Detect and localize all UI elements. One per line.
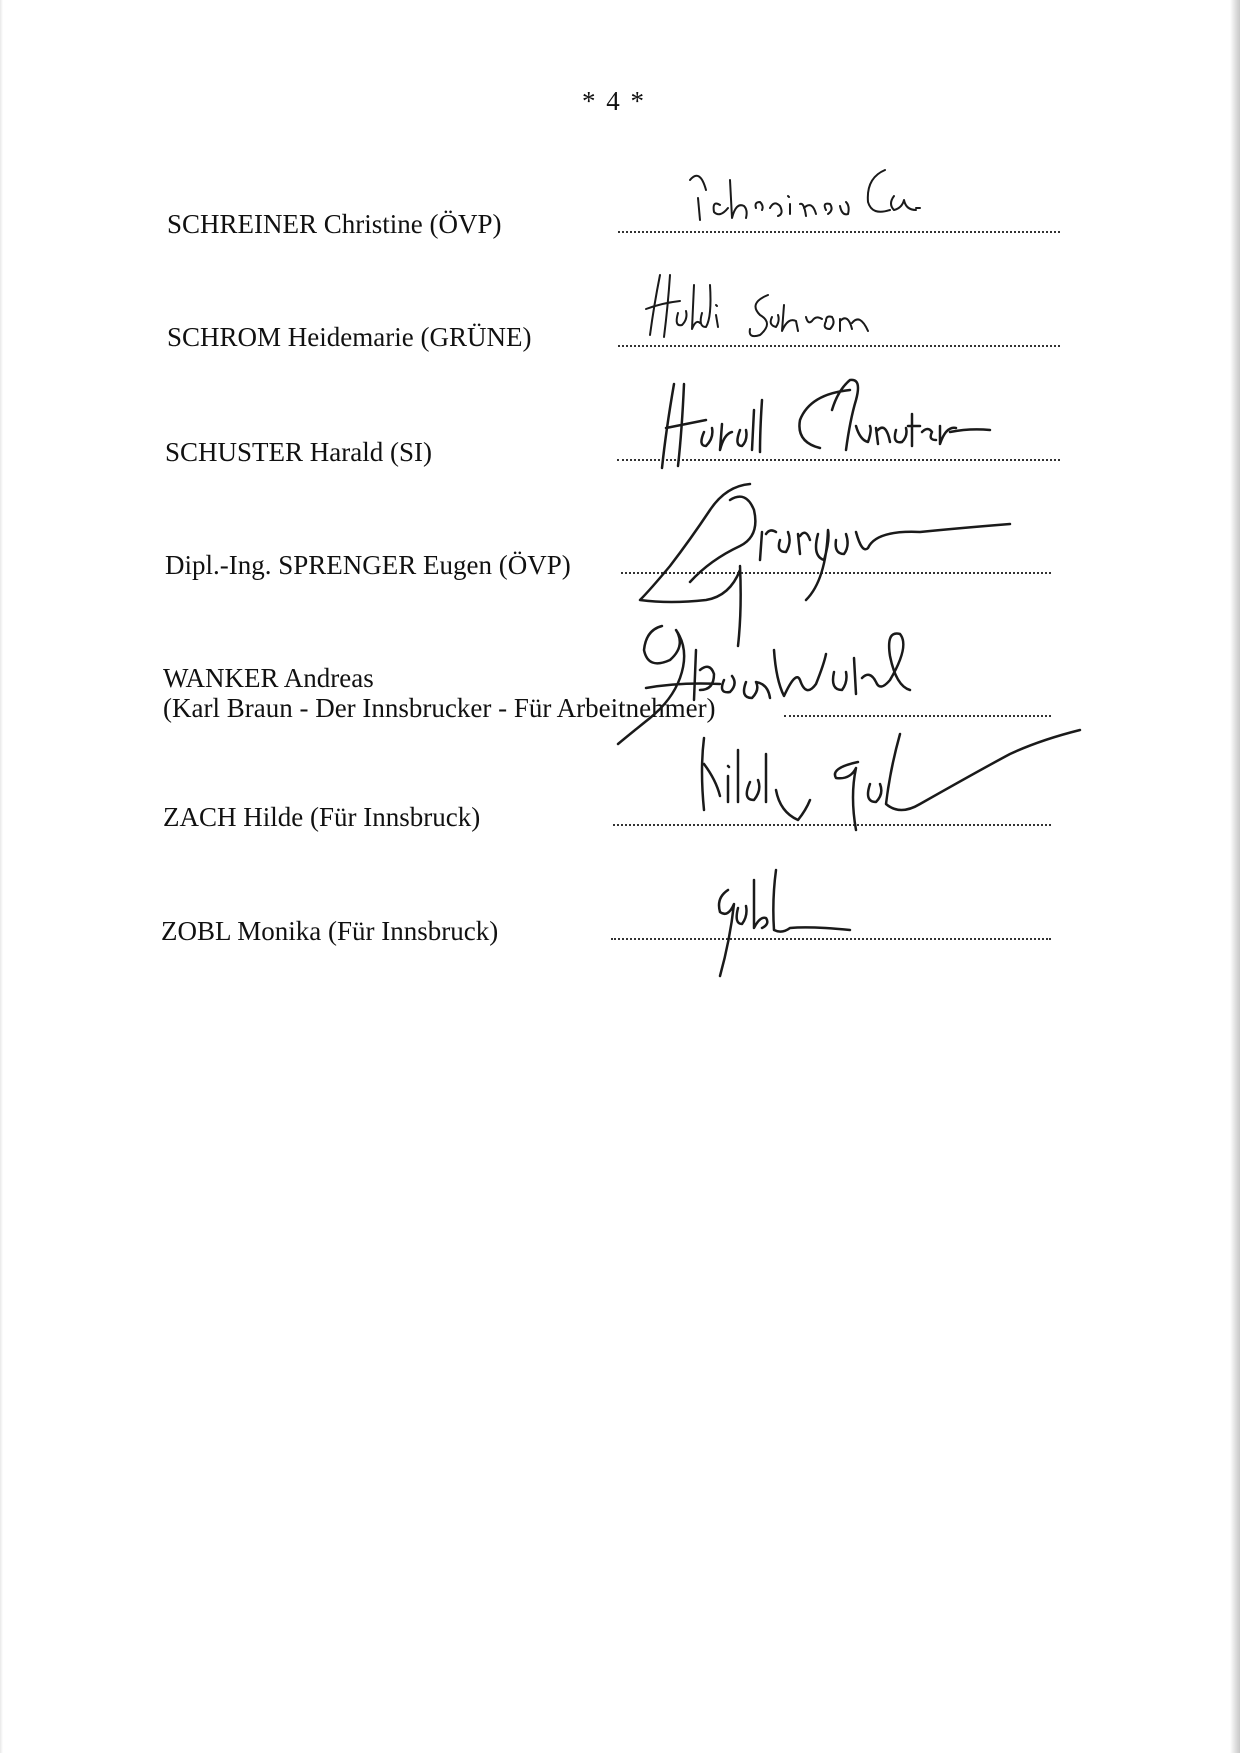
signatory-name: SCHUSTER Harald (SI) — [165, 437, 432, 467]
handwritten-signature — [640, 265, 940, 355]
signatory-name: Dipl.-Ing. SPRENGER Eugen (ÖVP) — [165, 550, 571, 580]
signatory-name: SCHROM Heidemarie (GRÜNE) — [167, 322, 532, 352]
page-number: * 4 * — [582, 86, 646, 116]
signatory-name: WANKER Andreas — [163, 663, 374, 693]
signatory-affiliation: (Karl Braun - Der Innsbrucker - Für Arbeitnehmer) — [163, 693, 716, 723]
signatory-name: ZACH Hilde (Für Innsbruck) — [163, 802, 481, 832]
signatory-name: ZOBL Monika (Für Innsbruck) — [161, 916, 499, 946]
handwritten-signature — [680, 720, 1120, 850]
handwritten-signature — [650, 370, 1040, 480]
handwritten-signature — [680, 150, 980, 240]
signatory-name: SCHREINER Christine (ÖVP) — [167, 209, 502, 239]
scan-edge-right — [1230, 0, 1240, 1753]
handwritten-signature — [700, 860, 900, 980]
scan-edge-left — [0, 0, 3, 1753]
